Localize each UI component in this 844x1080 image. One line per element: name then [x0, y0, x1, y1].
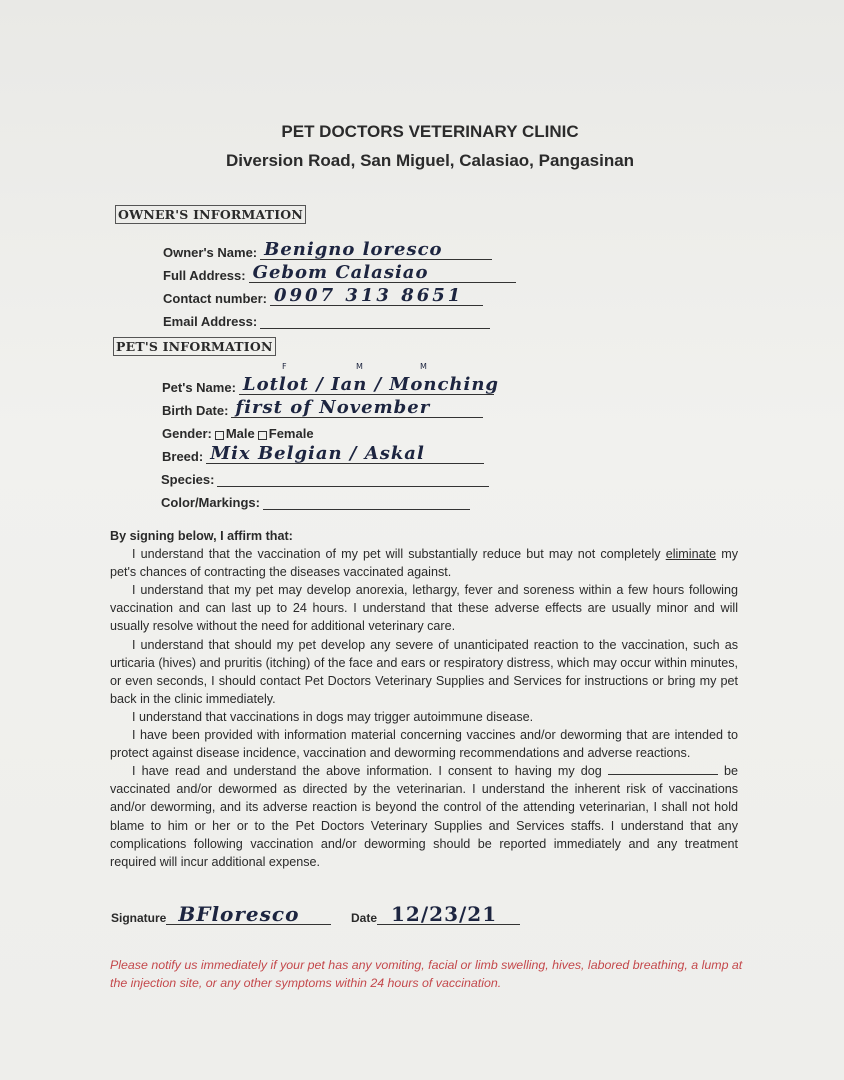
pet-section-title: PET'S INFORMATION: [113, 337, 276, 356]
owner-contact-value: 0907 313 8651: [274, 285, 464, 306]
affirmation-paragraph: I have been provided with information material concerning vaccines and/or deworming that are intended to protect against disease incidence, vaccination and deworming recommendations and adverse reactions.: [110, 728, 738, 761]
owner-name-field[interactable]: [163, 239, 492, 260]
affirmation-paragraph: I understand that vaccinations in dogs may trigger autoimmune disease.: [132, 709, 534, 724]
signature-field[interactable]: [111, 902, 331, 926]
pet-gender-label: Gender:: [162, 426, 212, 441]
owner-address-label: Full Address:: [163, 268, 246, 283]
owner-section-title: OWNER'S INFORMATION: [115, 205, 306, 224]
female-label: Female: [268, 426, 314, 441]
date-value: 12/23/21: [391, 902, 498, 926]
pet-species-label: Species:: [161, 472, 215, 487]
pet-breed-field[interactable]: [162, 443, 484, 464]
owner-address-field[interactable]: [163, 262, 516, 283]
pet-birthdate-value: first of November: [235, 397, 431, 418]
affirmation-paragraph: [110, 762, 738, 871]
owner-name-value: Benigno loresco: [264, 239, 443, 260]
signature-value: BFloresco: [178, 902, 300, 926]
affirmation-text: [110, 527, 738, 871]
dog-name-blank[interactable]: [608, 763, 718, 775]
pet-birthdate-label: Birth Date:: [162, 403, 229, 418]
owner-email-field[interactable]: [163, 314, 490, 329]
pet-color-field[interactable]: [161, 495, 470, 510]
affirmation-paragraph: [110, 545, 738, 581]
pet-color-label: Color/Markings:: [161, 495, 260, 510]
clinic-address: Diversion Road, San Miguel, Calasiao, Pangasinan: [225, 151, 635, 170]
pet-breed-value: Mix Belgian / Askal: [210, 443, 425, 464]
p1-text-end: my pet's chances of contracting the diseases vaccinated against.: [110, 547, 739, 580]
p1-text: I understand that the vaccination of my pet will substantially reduce but may not completely: [132, 547, 661, 562]
pet-name-label: Pet's Name:: [162, 380, 236, 395]
owner-contact-field[interactable]: [163, 285, 483, 306]
pet-species-field[interactable]: [161, 472, 489, 487]
owner-email-label: Email Address:: [163, 314, 258, 329]
pet-sex-mark: F: [282, 362, 287, 371]
pet-sex-mark: M: [356, 362, 363, 371]
clinic-name: PET DOCTORS VETERINARY CLINIC: [281, 122, 579, 141]
owner-contact-label: Contact number:: [163, 291, 267, 306]
p6-text: I have read and understand the above information. I consent to having my dog: [132, 764, 602, 779]
male-checkbox[interactable]: [215, 431, 224, 440]
affirmation-paragraph: I understand that my pet may develop anorexia, lethargy, fever and soreness within a few hours following vaccination and can last up to 24 hours. I understand that these adverse effects are usually minor and will usually resolve without the need for additional veterinary care.: [110, 583, 738, 634]
pet-birthdate-field[interactable]: [162, 397, 483, 418]
pet-gender-field: [162, 426, 314, 441]
pet-name-value: Lotlot / Ian / Monching: [242, 374, 500, 395]
signature-label: Signature: [111, 911, 167, 925]
owner-address-value: Gebom Calasiao: [252, 262, 429, 283]
pet-breed-label: Breed:: [162, 449, 204, 464]
affirmation-lead: By signing below, I affirm that:: [110, 529, 293, 543]
female-checkbox[interactable]: [258, 431, 267, 440]
pet-name-field[interactable]: [162, 374, 500, 395]
male-label: Male: [225, 426, 255, 441]
owner-name-label: Owner's Name:: [163, 245, 258, 260]
affirmation-paragraph: I understand that should my pet develop any severe of unanticipated reaction to the vaccination, such as urticaria (hives) and pruritis (itching) of the face and ears or respiratory distress, which may occur within minutes, or even seconds, I should contact Pet Doctors Veterinary Supplies and Services for instructions or bring my pet back in the clinic immediately.: [110, 637, 738, 706]
date-label: Date: [351, 911, 378, 925]
aftercare-notice: Please notify us immediately if your pet has any vomiting, facial or limb swelling, hives, labored breathing, a lump at the injection site, or any other symptoms within 24 hours of vaccination.: [110, 958, 743, 990]
p6-text-end: be vaccinated and/or dewormed as directed by the veterinarian. I understand the inherent risk of vaccinations and/or deworming, and its adverse reaction is beyond the control of the attending veterinarian, I shall not hold blame to him or her or to the Pet Doctors Veterinary Supplies and Services staffs. I understand that any complications following vaccination and/or deworming should be reported immediately and any treatment required will incur additional expense.: [110, 764, 739, 869]
date-field[interactable]: [351, 902, 520, 926]
pet-sex-mark: M: [420, 362, 427, 371]
p1-underlined: eliminate: [665, 547, 717, 562]
